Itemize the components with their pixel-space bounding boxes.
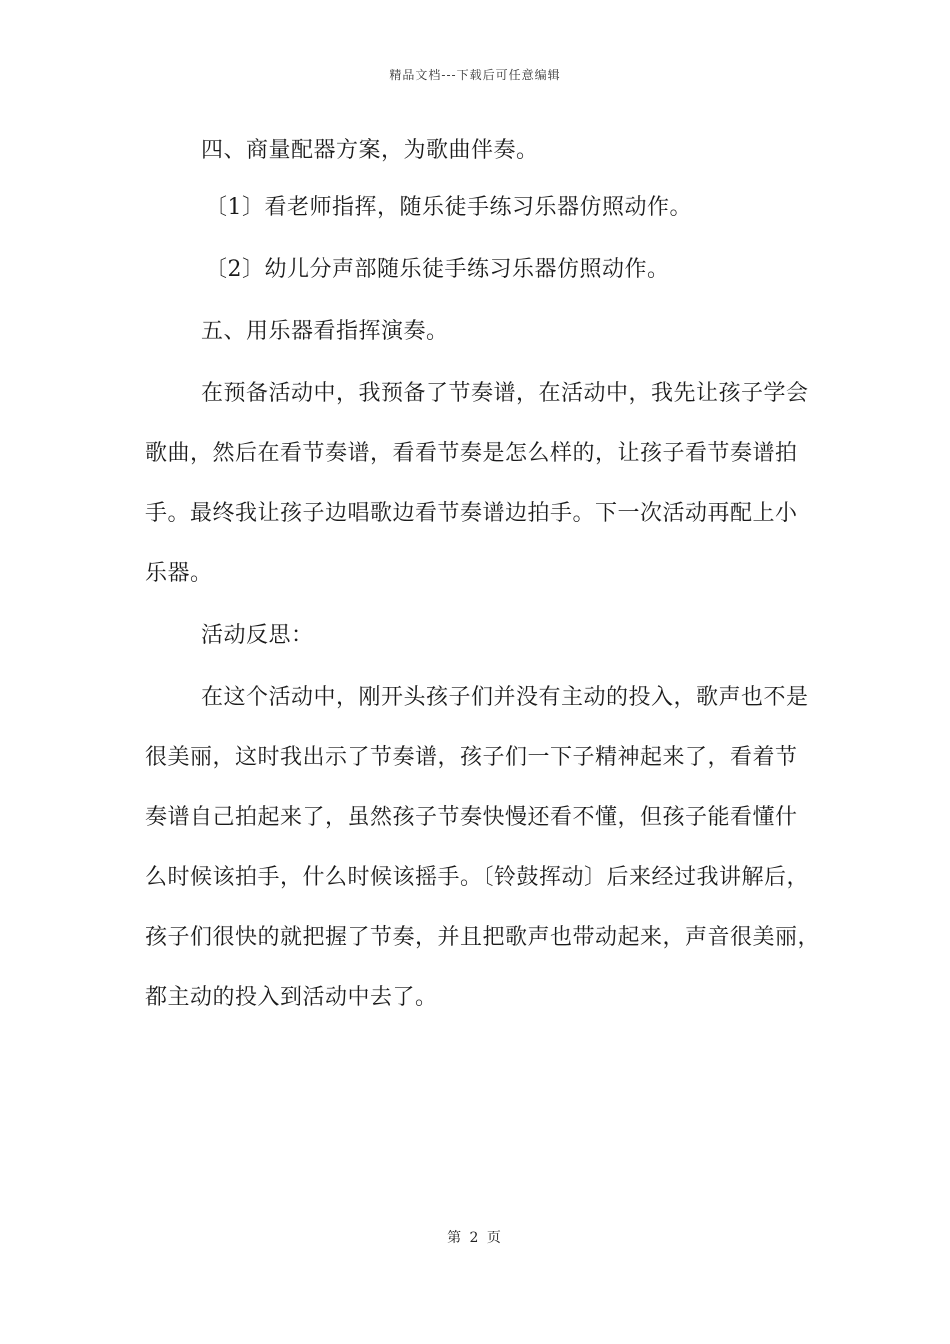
paragraph-1-line: 手。最终我让孩子边唱歌边看节奏谱边拍手。下一次活动再配上小	[145, 501, 798, 526]
paragraph-1-line: 歌曲，然后在看节奏谱，看看节奏是怎么样的，让孩子看节奏谱拍	[145, 441, 798, 466]
paragraph-1-line: 在预备活动中，我预备了节奏谱，在活动中，我先让孩子学会	[201, 381, 809, 406]
paragraph-2-line: 孩子们很快的就把握了节奏，并且把歌声也带动起来，声音很美丽，	[145, 925, 821, 950]
paragraph-2-line: 奏谱自己拍起来了，虽然孩子节奏快慢还看不懂，但孩子能看懂什	[145, 805, 798, 830]
paragraph-1-line: 乐器。	[145, 561, 213, 586]
step-4-sub-2: 〔2〕幼儿分声部随乐徒手练习乐器仿照动作。	[205, 257, 670, 282]
reflection-title: 活动反思：	[201, 623, 314, 648]
paragraph-2-line: 在这个活动中，刚开头孩子们并没有主动的投入，歌声也不是	[201, 685, 809, 710]
step-4-sub-1: 〔1〕看老师指挥，随乐徒手练习乐器仿照动作。	[205, 195, 692, 220]
paragraph-2-line: 都主动的投入到活动中去了。	[145, 985, 438, 1010]
paragraph-2-line: 么时候该拍手，什么时候该摇手。〔铃鼓挥动〕后来经过我讲解后，	[145, 865, 810, 890]
paragraph-2-line: 很美丽，这时我出示了节奏谱，孩子们一下子精神起来了，看着节	[145, 745, 798, 770]
page-header: 精品文档---下载后可任意编辑	[389, 68, 561, 82]
step-5-heading: 五、用乐器看指挥演奏。	[201, 319, 449, 344]
step-4-heading: 四、商量配器方案，为歌曲伴奏。	[201, 138, 539, 163]
page-number: 第 2 页	[447, 1230, 503, 1246]
document-body	[145, 136, 821, 1013]
